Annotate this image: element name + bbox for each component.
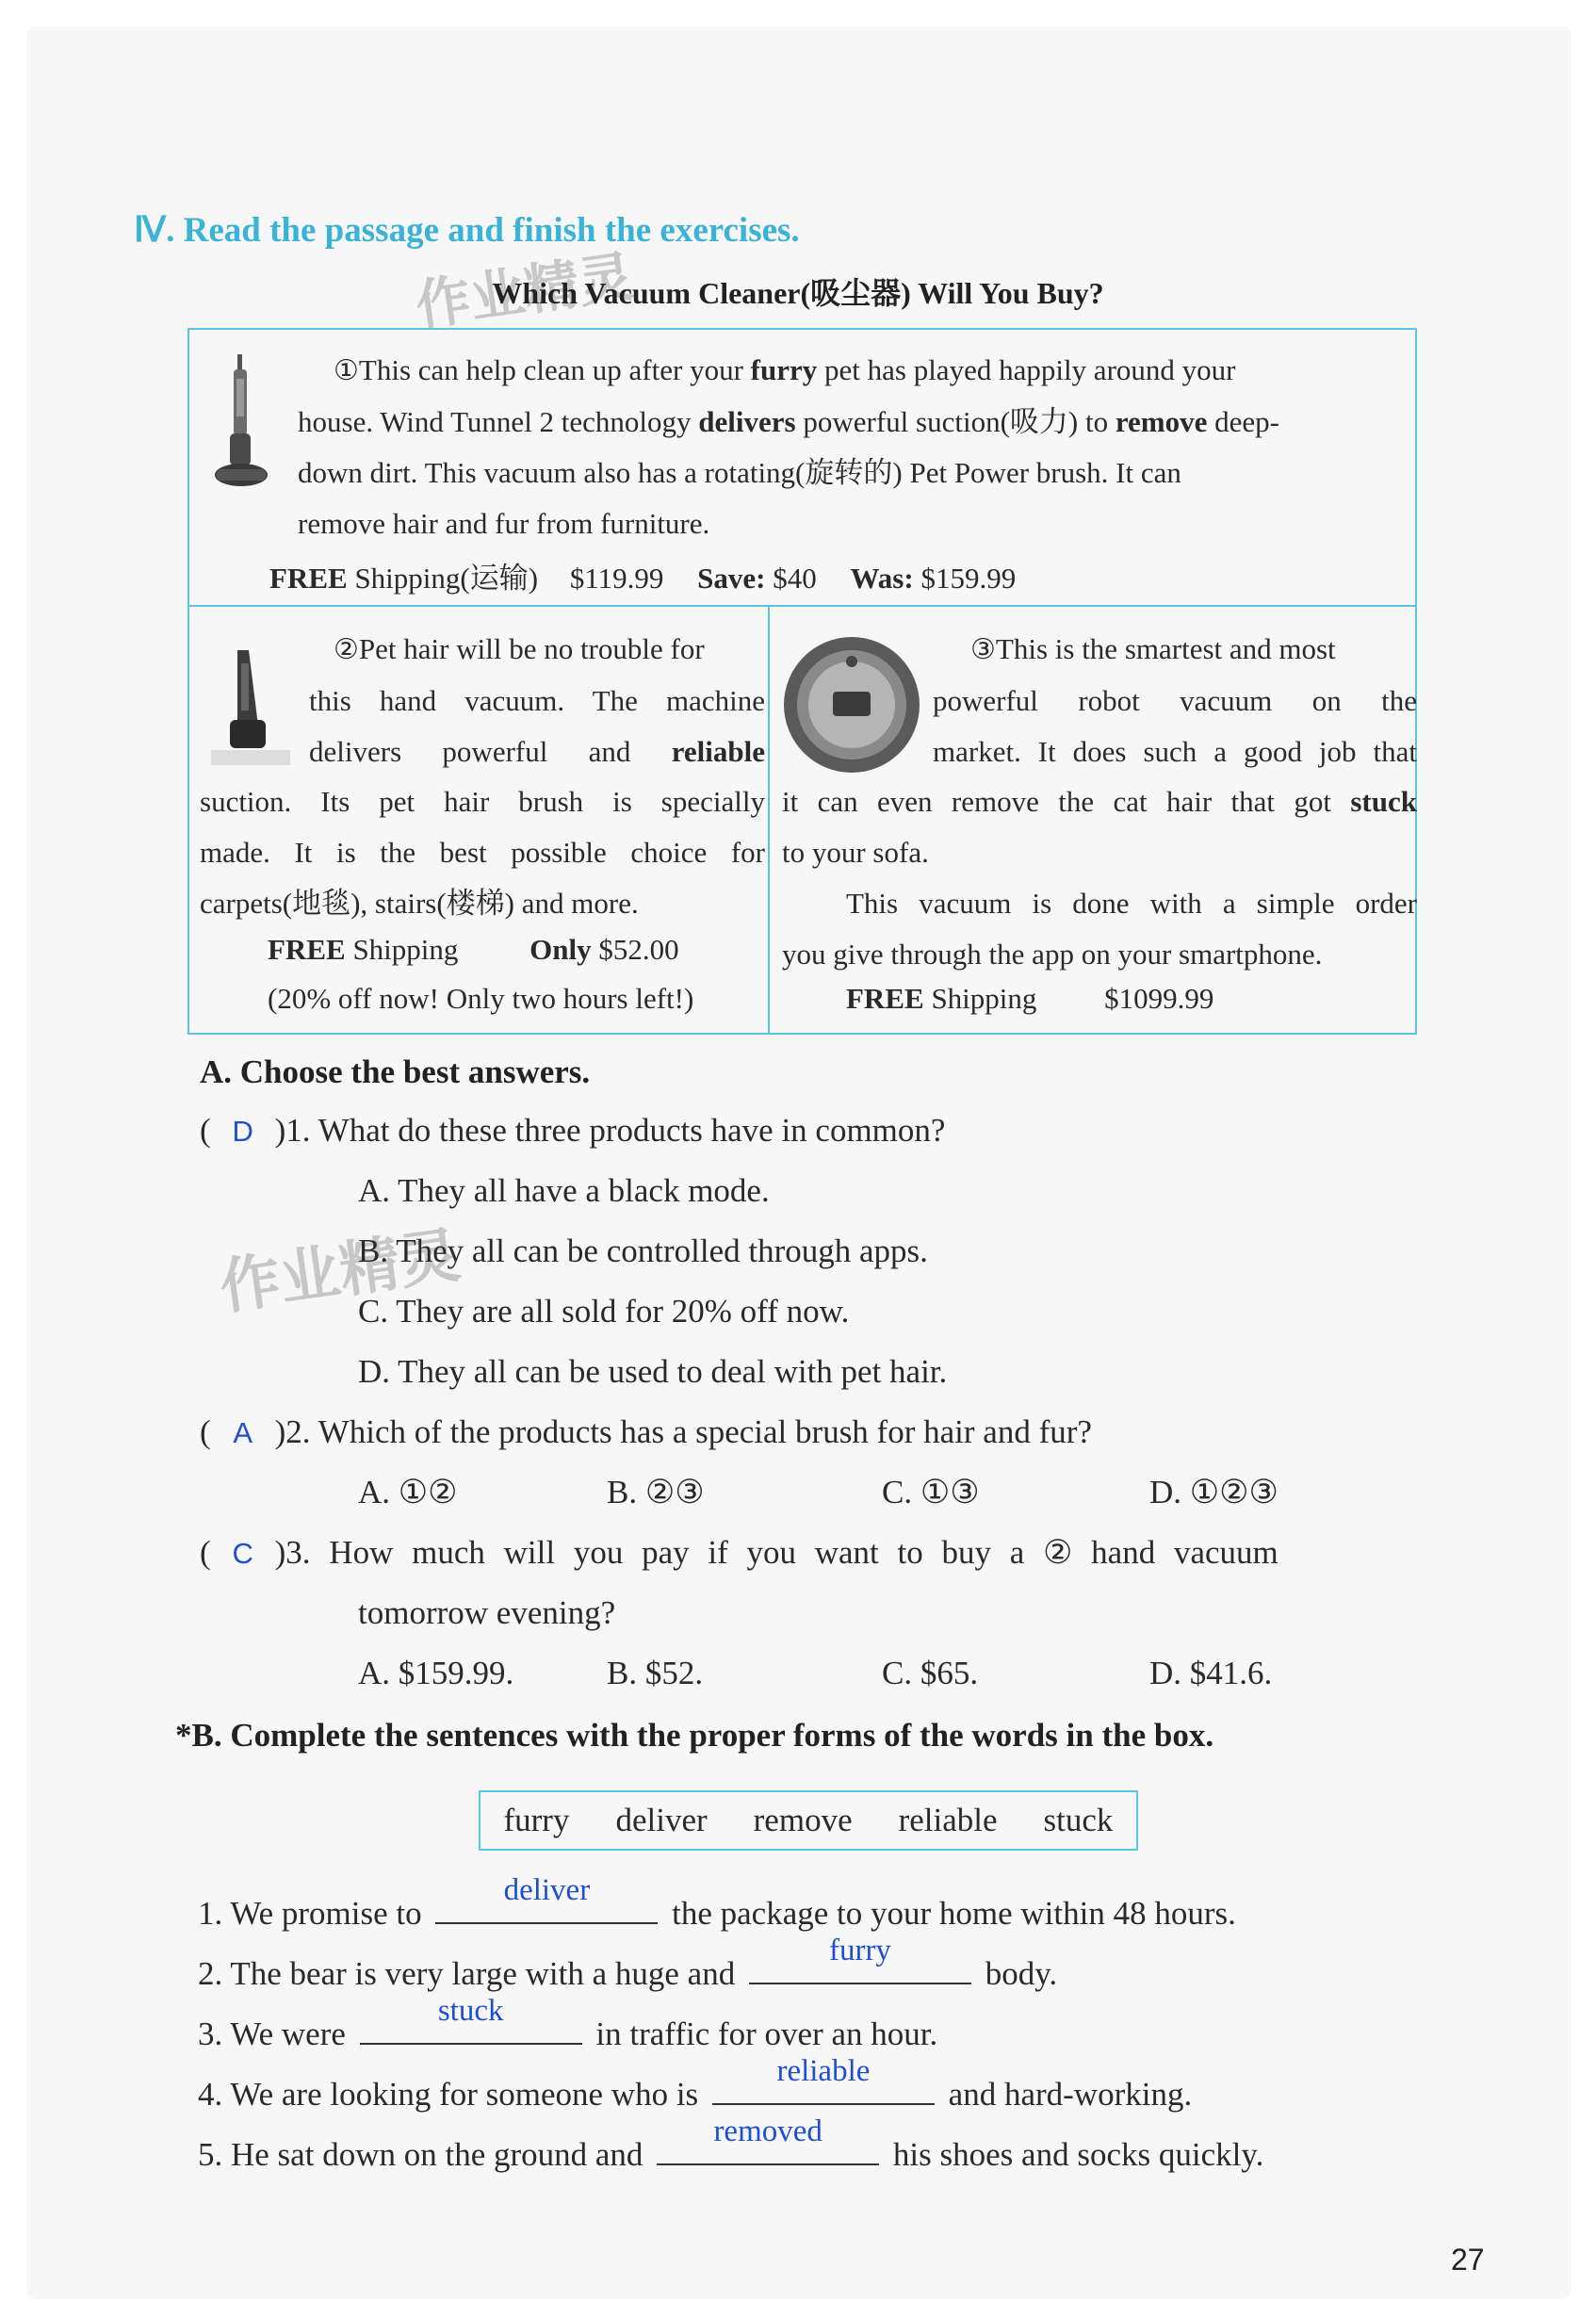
product-2-line-6: carpets(地毯), stairs(楼梯) and more. — [200, 887, 639, 920]
blank-4[interactable] — [712, 2054, 935, 2105]
blank-5[interactable] — [657, 2114, 879, 2165]
watermark: 作业精灵 — [215, 1220, 464, 1324]
product-3-line-6: This vacuum is done with a simple order — [846, 887, 1417, 920]
question-2-option-b: B. ②③ — [607, 1474, 705, 1510]
passage-title: Which Vacuum Cleaner(吸尘器) Will You Buy? — [492, 276, 1104, 310]
sentence-5 — [198, 2114, 1264, 2174]
product-2-price-line — [268, 933, 679, 967]
question-3-answer: C — [232, 1537, 253, 1570]
watermark: 作业精灵 — [412, 244, 638, 338]
word-box-item: furry — [503, 1802, 570, 1838]
product-1-line-4: remove hair and fur from furniture. — [298, 507, 710, 540]
product-1-price: $119.99 — [569, 562, 664, 595]
section-title: Ⅳ. Read the passage and finish the exercises. — [134, 211, 800, 250]
product-2-text — [309, 624, 765, 777]
sentence-before: The bear is very large with a huge and — [230, 1955, 736, 1992]
box-divider-horizontal — [189, 605, 1415, 607]
blank-5-answer: removed — [713, 2114, 822, 2148]
part-b-title: *B. Complete the sentences with the proper forms of the words in the box. — [175, 1717, 1214, 1754]
robot-vacuum-image — [780, 633, 923, 776]
product-2-note: (20% off now! Only two hours left!) — [268, 982, 694, 1015]
product-3-text-lower — [782, 776, 1417, 980]
blank-3[interactable] — [360, 1994, 582, 2045]
product-2-line-4: suction. Its pet hair brush is specially — [200, 785, 765, 818]
question-3-stem: )3. How much will you pay if you want to buy a ② hand vacuum — [274, 1534, 1278, 1571]
product-3-line-7: you give through the app on your smartphone. — [782, 938, 1323, 971]
product-3-text — [933, 624, 1417, 777]
question-1-option-b: B. They all can be controlled through apps. — [358, 1232, 928, 1269]
sentence-before: We are looking for someone who is — [230, 2076, 699, 2113]
question-2 — [200, 1413, 1092, 1451]
sentence-1 — [198, 1873, 1236, 1933]
open-paren: ( — [200, 1413, 211, 1450]
sentence-2 — [198, 1934, 1058, 1993]
sentence-3 — [198, 1994, 938, 2053]
blank-1-answer: deliver — [503, 1873, 591, 1907]
product-1-line-2: house. Wind Tunnel 2 technology delivers powerful suction(吸力) to remove deep- — [298, 405, 1279, 438]
question-2-answer: A — [233, 1416, 252, 1449]
product-3-line-4: it can even remove the cat hair that got stuck — [782, 785, 1417, 818]
product-3-price: $1099.99 — [1104, 982, 1214, 1015]
sentence-4 — [198, 2054, 1193, 2114]
sentence-after: the package to your home within 48 hours. — [672, 1895, 1236, 1932]
product-1-price-line — [269, 554, 1016, 596]
upright-vacuum-image — [209, 351, 271, 492]
question-1-option-a: A. They all have a black mode. — [358, 1172, 770, 1209]
product-2-line-2: this hand vacuum. The machine — [309, 684, 765, 717]
sentence-number: 5. — [198, 2136, 223, 2173]
word-box-item: stuck — [1043, 1802, 1114, 1838]
blank-4-answer: reliable — [776, 2054, 871, 2088]
product-3-line-1 — [933, 624, 1417, 676]
was-value: $159.99 — [920, 562, 1017, 595]
save-value: $40 — [773, 562, 817, 595]
question-1-option-d: D. They all can be used to deal with pet hair. — [358, 1353, 948, 1390]
only-label: Only — [529, 933, 592, 966]
product-3-line-2: powerful robot vacuum on the — [933, 684, 1417, 717]
open-paren: ( — [200, 1112, 211, 1149]
product-2-line-3: delivers powerful and reliable — [309, 735, 765, 768]
free-label: FREE — [269, 562, 348, 595]
free-label: FREE — [268, 933, 346, 966]
sentence-before: We were — [230, 2016, 346, 2052]
product-3-number: ③ — [970, 633, 996, 666]
save-label: Save: — [697, 562, 766, 595]
question-2-option-c: C. ①③ — [882, 1474, 980, 1510]
sentence-number: 2. — [198, 1955, 223, 1992]
shipping-label: Shipping — [931, 982, 1037, 1015]
question-3-stem-continued: tomorrow evening? — [358, 1594, 616, 1631]
question-2-stem: )2. Which of the products has a special brush for hair and fur? — [274, 1413, 1092, 1450]
blank-3-answer: stuck — [437, 1994, 504, 2028]
question-3-option-c: C. $65. — [882, 1655, 979, 1691]
sentence-after: and hard-working. — [948, 2076, 1193, 2113]
word-box-item: remove — [753, 1802, 853, 1838]
blank-2[interactable] — [749, 1934, 971, 1984]
product-1-line-1 — [298, 345, 1417, 397]
part-a-title: A. Choose the best answers. — [200, 1053, 591, 1090]
product-3-line-3: market. It does such a good job that — [933, 735, 1417, 768]
question-3-option-b: B. $52. — [607, 1655, 704, 1691]
product-2-number: ② — [334, 633, 359, 666]
sentence-number: 3. — [198, 2016, 223, 2052]
sentence-after: body. — [985, 1955, 1058, 1992]
product-2-text-lower — [200, 776, 765, 929]
sentence-number: 4. — [198, 2076, 223, 2113]
page-number: 27 — [1451, 2243, 1485, 2277]
open-paren: ( — [200, 1534, 211, 1571]
question-3-option-d: D. $41.6. — [1149, 1655, 1273, 1691]
product-2-price: $52.00 — [598, 933, 679, 966]
word-box — [479, 1790, 1138, 1851]
product-3-price-line — [846, 982, 1213, 1016]
question-1 — [200, 1112, 945, 1150]
question-2-option-a: A. ①② — [358, 1474, 458, 1510]
blank-2-answer: furry — [828, 1934, 891, 1967]
sentence-after: his shoes and socks quickly. — [892, 2136, 1264, 2173]
shipping-label: Shipping — [352, 933, 459, 966]
sentence-before: He sat down on the ground and — [231, 2136, 643, 2173]
question-1-stem: )1. What do these three products have in common? — [274, 1112, 946, 1149]
product-1-line: This can help clean up after your furry pet has played happily around your — [358, 353, 1236, 386]
question-2-option-d: D. ①②③ — [1149, 1474, 1278, 1510]
question-3 — [200, 1534, 1278, 1572]
word-box-item: deliver — [615, 1802, 708, 1838]
sentence-after: in traffic for over an hour. — [595, 2016, 938, 2052]
hand-vacuum-image — [209, 641, 292, 771]
shipping-label: Shipping(运输) — [354, 562, 539, 595]
sentence-before: We promise to — [230, 1895, 422, 1932]
product-2-line: Pet hair will be no trouble for — [358, 632, 705, 665]
question-3-option-a: A. $159.99. — [358, 1655, 514, 1691]
product-1-line-3: down dirt. This vacuum also has a rotating(旋转的) Pet Power brush. It can — [298, 456, 1181, 489]
box-divider-vertical — [768, 605, 770, 1033]
word-box-item: reliable — [898, 1802, 998, 1838]
product-2-line-5: made. It is the best possible choice for — [200, 836, 765, 869]
product-2-line-1 — [309, 624, 765, 676]
question-1-answer: D — [232, 1115, 253, 1148]
free-label: FREE — [846, 982, 924, 1015]
product-3-line: This is the smartest and most — [995, 632, 1336, 665]
product-3-line-5: to your sofa. — [782, 836, 929, 869]
question-1-option-c: C. They are all sold for 20% off now. — [358, 1293, 850, 1330]
was-label: Was: — [850, 562, 914, 595]
product-1-number: ① — [334, 354, 359, 387]
blank-1[interactable] — [435, 1873, 658, 1924]
product-1-text — [298, 345, 1417, 549]
sentence-number: 1. — [198, 1895, 223, 1932]
